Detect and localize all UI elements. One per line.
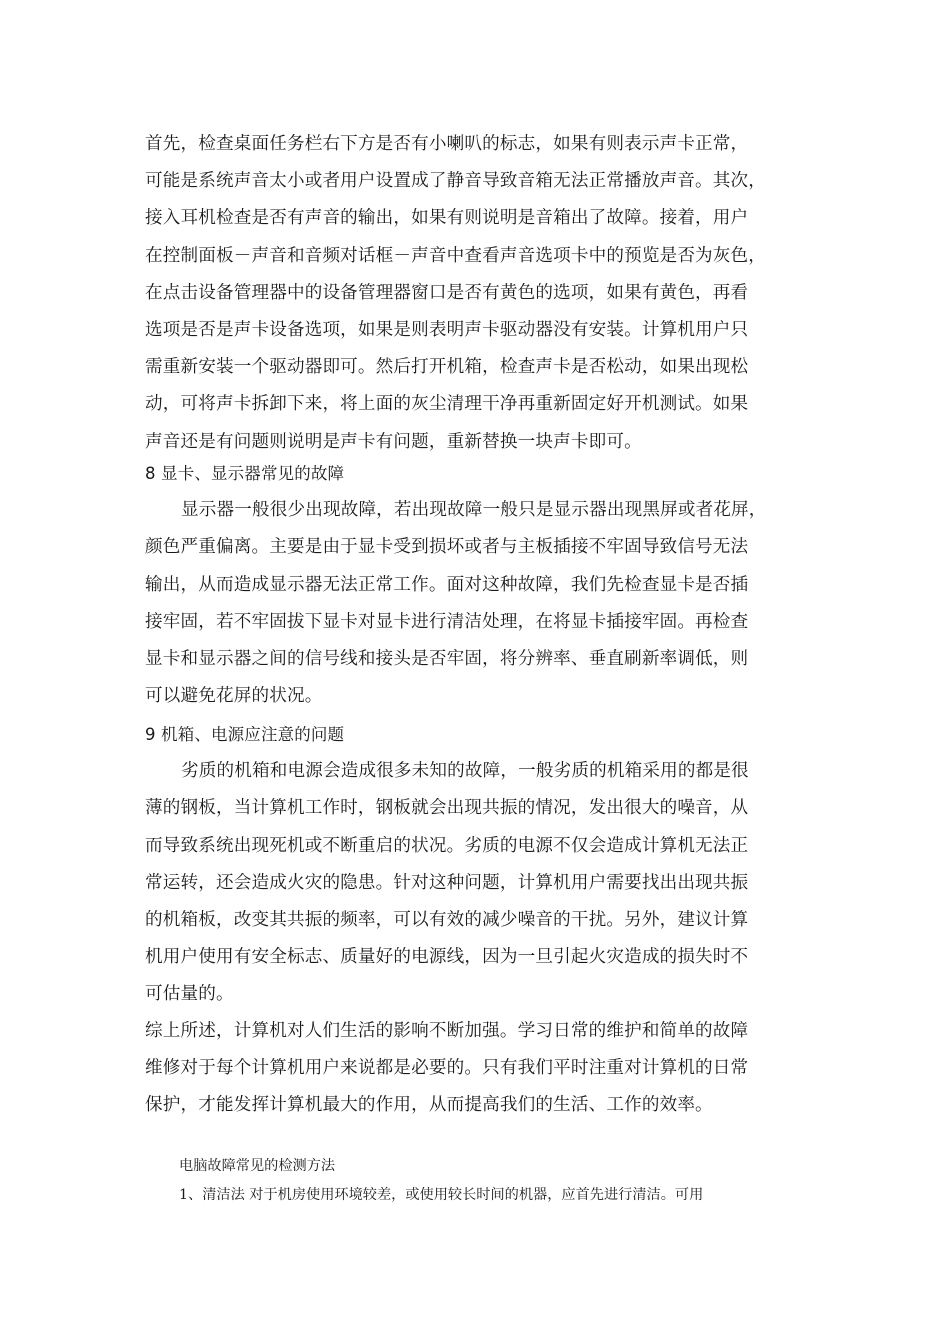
paragraph-line: 在点击设备管理器中的设备管理器窗口是否有黄色的选项，如果有黄色，再看 bbox=[145, 282, 749, 303]
display-section bbox=[145, 455, 815, 715]
paragraph-line: 劣质的机箱和电源会造成很多未知的故障，一般劣质的机箱采用的都是很 bbox=[181, 761, 749, 782]
case-power-section bbox=[145, 716, 815, 1014]
paragraph-line: 首先，检查桌面任务栏右下方是否有小喇叭的标志，如果有则表示声卡正常， bbox=[145, 134, 749, 154]
paragraph-line: 显示器一般很少出现故障，若出现故障一般只是显示器出现黑屏或者花屏， bbox=[181, 500, 767, 521]
paragraph-line: 显卡和显示器之间的信号线和接头是否牢固，将分辨率、垂直刷新率调低，则 bbox=[145, 648, 749, 669]
paragraph-line: 综上所述，计算机对人们生活的影响不断加强。学习日常的维护和简单的故障 bbox=[145, 1021, 749, 1041]
section-heading-case-power: 9 机箱、电源应注意的问题 bbox=[145, 725, 345, 744]
paragraph-line: 维修对于每个计算机用户来说都是必要的。只有我们平时注重对计算机的日常 bbox=[145, 1058, 749, 1079]
method-item-cleaning: 1、清洁法 对于机房使用环境较差，或使用较长时间的机器，应首先进行清洁。可用 bbox=[179, 1187, 704, 1203]
section-heading-display: 8 显卡、显示器常见的故障 bbox=[145, 464, 345, 483]
paragraph-line: 薄的钢板，当计算机工作时，钢板就会出现共振的情况，发出很大的噪音，从 bbox=[145, 798, 749, 819]
paragraph-line: 常运转，还会造成火灾的隐患。针对这种问题，计算机用户需要找出出现共振 bbox=[145, 872, 749, 893]
paragraph-line: 保护，才能发挥计算机最大的作用，从而提高我们的生活、工作的效率。 bbox=[145, 1095, 713, 1116]
paragraph-line: 接入耳机检查是否有声音的输出，如果有则说明是音箱出了故障。接着，用户 bbox=[145, 208, 749, 229]
paragraph-line: 颜色严重偏离。主要是由于显卡受到损坏或者与主板插接不牢固导致信号无法 bbox=[145, 537, 749, 558]
paragraph-line: 机用户使用有安全标志、质量好的电源线，因为一旦引起火灾造成的损失时不 bbox=[145, 947, 749, 968]
detection-methods-section bbox=[145, 1152, 815, 1210]
summary-paragraph bbox=[145, 1013, 815, 1125]
paragraph-line: 在控制面板－声音和音频对话框－声音中查看声音选项卡中的预览是否为灰色， bbox=[145, 245, 767, 266]
paragraph-line: 可能是系统声音太小或者用户设置成了静音导致音箱无法正常播放声音。其次， bbox=[145, 171, 767, 192]
paragraph-line: 声音还是有问题则说明是声卡有问题，重新替换一块声卡即可。 bbox=[145, 431, 642, 452]
paragraph-line: 需重新安装一个驱动器即可。然后打开机箱，检查声卡是否松动，如果出现松 bbox=[145, 357, 749, 378]
paragraph-line: 的机箱板，改变其共振的频率，可以有效的减少噪音的干扰。另外，建议计算 bbox=[145, 909, 749, 930]
paragraph-line: 选项是否是声卡设备选项，如果是则表明声卡驱动器没有安装。计算机用户只 bbox=[145, 319, 749, 340]
paragraph-line: 输出，从而造成显示器无法正常工作。面对这种故障，我们先检查显卡是否插 bbox=[145, 574, 749, 595]
paragraph-line: 动，可将声卡拆卸下来，将上面的灰尘清理干净再重新固定好开机测试。如果 bbox=[145, 394, 749, 415]
paragraph-line: 接牢固，若不牢固拔下显卡对显卡进行清洁处理，在将显卡插接牢固。再检查 bbox=[145, 611, 749, 632]
paragraph-line: 可以避免花屏的状况。 bbox=[145, 686, 323, 707]
sound-card-paragraph bbox=[145, 126, 815, 461]
paragraph-line: 可估量的。 bbox=[145, 984, 234, 1005]
paragraph-line: 而导致系统出现死机或不断重启的状况。劣质的电源不仅会造成计算机无法正 bbox=[145, 835, 749, 856]
methods-title: 电脑故障常见的检测方法 bbox=[179, 1158, 336, 1174]
